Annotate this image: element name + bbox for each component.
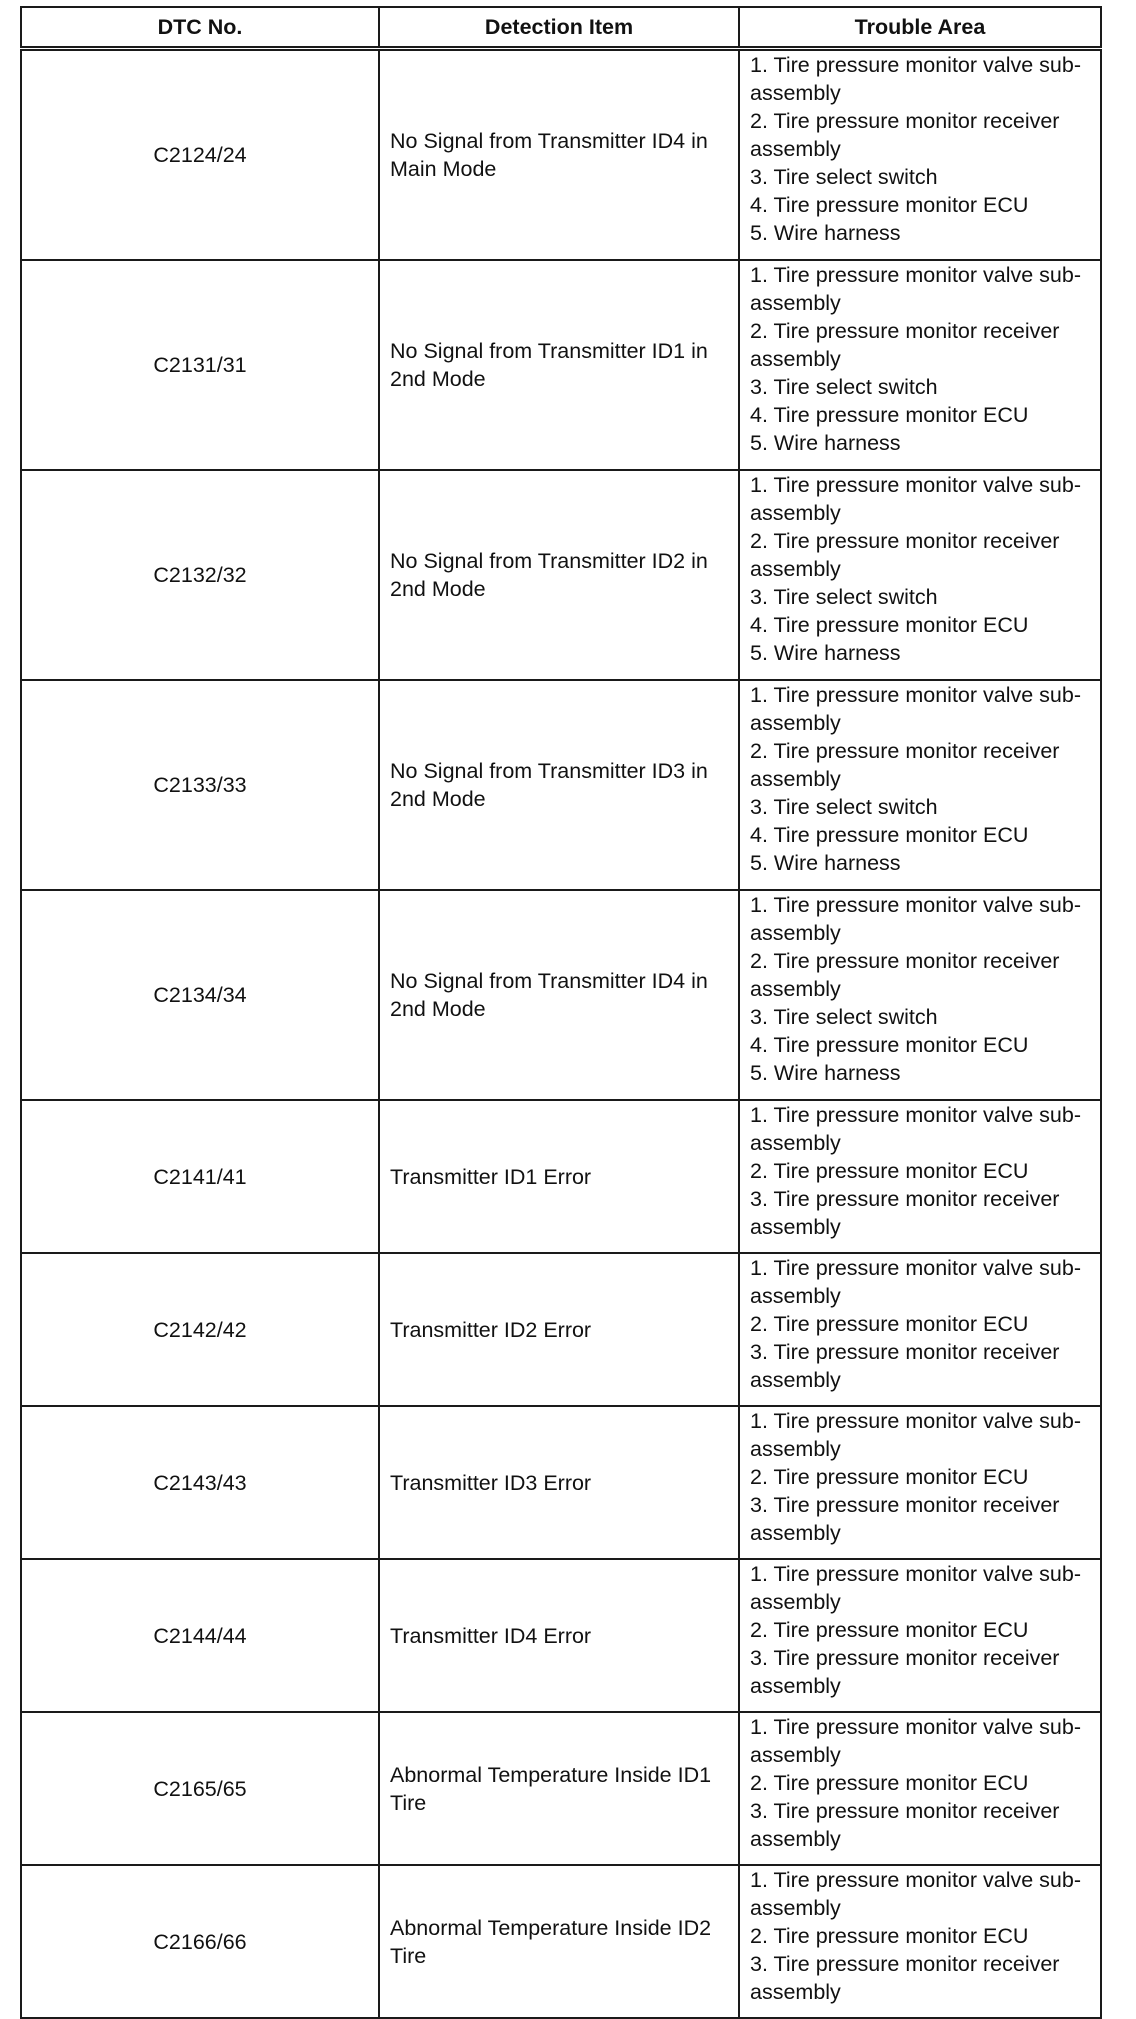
trouble-area-item: 3. Tire select switch [750, 375, 938, 399]
header-detection-item: Detection Item [379, 7, 739, 49]
detection-item-cell: No Signal from Transmitter ID4 in 2nd Mode [379, 890, 739, 1100]
detection-item-cell: Abnormal Temperature Inside ID1 Tire [379, 1712, 739, 1865]
table-header-row [21, 7, 1101, 49]
trouble-area-cell [739, 49, 1101, 261]
detection-item-cell: No Signal from Transmitter ID2 in 2nd Mode [379, 470, 739, 680]
trouble-area-item: 5. Wire harness [750, 431, 901, 455]
trouble-area-item: 2. Tire pressure monitor receiver assembly [750, 949, 1060, 1001]
trouble-area-item: 4. Tire pressure monitor ECU [750, 823, 1029, 847]
dtc-code-cell: C2124/24 [21, 49, 379, 261]
trouble-area-cell [739, 260, 1101, 470]
dtc-code-cell: C2143/43 [21, 1406, 379, 1559]
trouble-area-item: 1. Tire pressure monitor valve sub-assembly [750, 1562, 1081, 1614]
dtc-code-cell: C2165/65 [21, 1712, 379, 1865]
trouble-area-item: 2. Tire pressure monitor ECU [750, 1312, 1029, 1336]
trouble-area-item: 3. Tire select switch [750, 1005, 938, 1029]
trouble-area-item: 1. Tire pressure monitor valve sub-assembly [750, 683, 1081, 735]
trouble-area-item: 5. Wire harness [750, 851, 901, 875]
trouble-area-item: 3. Tire pressure monitor receiver assembly [750, 1340, 1060, 1392]
detection-item-cell: Transmitter ID3 Error [379, 1406, 739, 1559]
trouble-area-item: 2. Tire pressure monitor ECU [750, 1924, 1029, 1948]
trouble-area-item: 4. Tire pressure monitor ECU [750, 613, 1029, 637]
trouble-area-item: 4. Tire pressure monitor ECU [750, 403, 1029, 427]
table-row [21, 1865, 1101, 2018]
header-trouble-area: Trouble Area [739, 7, 1101, 49]
trouble-area-item: 1. Tire pressure monitor valve sub-assembly [750, 473, 1081, 525]
table-body [21, 49, 1101, 2019]
trouble-area-item: 1. Tire pressure monitor valve sub-assembly [750, 1103, 1081, 1155]
trouble-area-item: 2. Tire pressure monitor ECU [750, 1159, 1029, 1183]
trouble-area-item: 4. Tire pressure monitor ECU [750, 193, 1029, 217]
trouble-area-item: 5. Wire harness [750, 221, 901, 245]
trouble-area-item: 1. Tire pressure monitor valve sub-assembly [750, 1715, 1081, 1767]
dtc-code-cell: C2141/41 [21, 1100, 379, 1253]
table-row [21, 1712, 1101, 1865]
trouble-area-item: 2. Tire pressure monitor ECU [750, 1618, 1029, 1642]
table-row [21, 260, 1101, 470]
dtc-code-cell: C2142/42 [21, 1253, 379, 1406]
dtc-code-cell: C2166/66 [21, 1865, 379, 2018]
trouble-area-item: 2. Tire pressure monitor receiver assembly [750, 319, 1060, 371]
trouble-area-item: 2. Tire pressure monitor ECU [750, 1465, 1029, 1489]
trouble-area-item: 1. Tire pressure monitor valve sub-assembly [750, 1256, 1081, 1308]
trouble-area-item: 1. Tire pressure monitor valve sub-assembly [750, 1409, 1081, 1461]
table-row [21, 1253, 1101, 1406]
trouble-area-item: 1. Tire pressure monitor valve sub-assembly [750, 53, 1081, 105]
detection-item-cell: Transmitter ID4 Error [379, 1559, 739, 1712]
trouble-area-item: 3. Tire select switch [750, 165, 938, 189]
table-row [21, 680, 1101, 890]
trouble-area-cell [739, 890, 1101, 1100]
trouble-area-cell [739, 1406, 1101, 1559]
trouble-area-cell [739, 1712, 1101, 1865]
trouble-area-item: 1. Tire pressure monitor valve sub-assembly [750, 1868, 1081, 1920]
trouble-area-item: 3. Tire pressure monitor receiver assembly [750, 1187, 1060, 1239]
trouble-area-item: 1. Tire pressure monitor valve sub-assembly [750, 893, 1081, 945]
trouble-area-item: 5. Wire harness [750, 641, 901, 665]
trouble-area-item: 3. Tire pressure monitor receiver assembly [750, 1646, 1060, 1698]
table-row [21, 1559, 1101, 1712]
dtc-code-cell: C2133/33 [21, 680, 379, 890]
header-dtc-no: DTC No. [21, 7, 379, 49]
dtc-code-cell: C2144/44 [21, 1559, 379, 1712]
trouble-area-item: 2. Tire pressure monitor receiver assembly [750, 739, 1060, 791]
detection-item-cell: No Signal from Transmitter ID4 in Main Mode [379, 49, 739, 261]
trouble-area-item: 2. Tire pressure monitor ECU [750, 1771, 1029, 1795]
trouble-area-cell [739, 1865, 1101, 2018]
table-row [21, 49, 1101, 261]
trouble-area-cell [739, 1559, 1101, 1712]
trouble-area-cell [739, 680, 1101, 890]
trouble-area-item: 5. Wire harness [750, 1061, 901, 1085]
trouble-area-item: 2. Tire pressure monitor receiver assembly [750, 109, 1060, 161]
trouble-area-item: 3. Tire pressure monitor receiver assembly [750, 1799, 1060, 1851]
trouble-area-cell [739, 470, 1101, 680]
table-row [21, 1406, 1101, 1559]
detection-item-cell: Abnormal Temperature Inside ID2 Tire [379, 1865, 739, 2018]
dtc-code-cell: C2132/32 [21, 470, 379, 680]
dtc-table [20, 6, 1102, 2019]
detection-item-cell: Transmitter ID2 Error [379, 1253, 739, 1406]
trouble-area-item: 4. Tire pressure monitor ECU [750, 1033, 1029, 1057]
trouble-area-item: 1. Tire pressure monitor valve sub-assembly [750, 263, 1081, 315]
trouble-area-cell [739, 1253, 1101, 1406]
table-row [21, 470, 1101, 680]
trouble-area-item: 3. Tire pressure monitor receiver assembly [750, 1493, 1060, 1545]
table-row [21, 1100, 1101, 1253]
table-row [21, 890, 1101, 1100]
detection-item-cell: Transmitter ID1 Error [379, 1100, 739, 1253]
dtc-code-cell: C2134/34 [21, 890, 379, 1100]
detection-item-cell: No Signal from Transmitter ID1 in 2nd Mode [379, 260, 739, 470]
trouble-area-item: 3. Tire select switch [750, 795, 938, 819]
trouble-area-cell [739, 1100, 1101, 1253]
trouble-area-item: 3. Tire pressure monitor receiver assembly [750, 1952, 1060, 2004]
dtc-code-cell: C2131/31 [21, 260, 379, 470]
trouble-area-item: 3. Tire select switch [750, 585, 938, 609]
detection-item-cell: No Signal from Transmitter ID3 in 2nd Mode [379, 680, 739, 890]
trouble-area-item: 2. Tire pressure monitor receiver assembly [750, 529, 1060, 581]
